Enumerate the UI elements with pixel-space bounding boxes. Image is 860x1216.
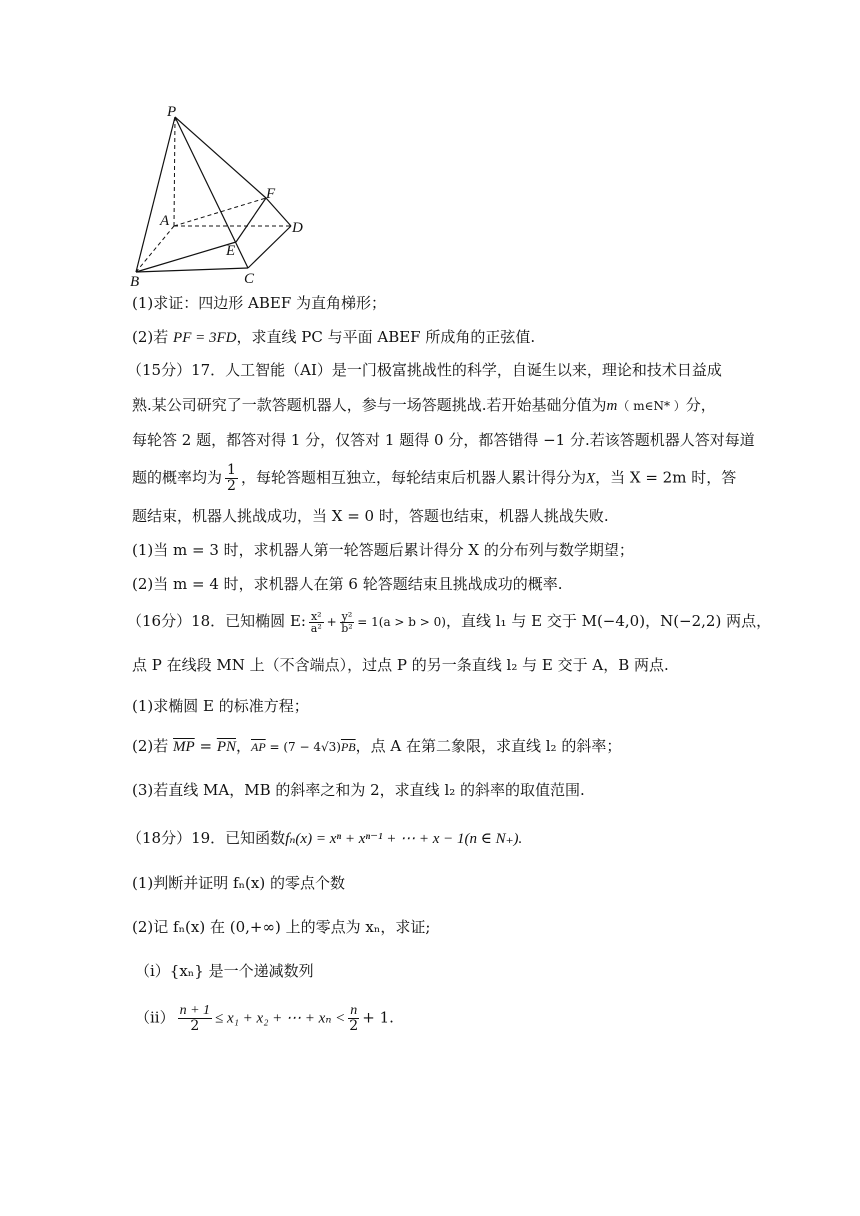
q19-frac-left-num: n + 1 [179,1003,211,1018]
q18-part2-mid: ， [235,737,251,755]
edge-EF [236,198,266,242]
q19-frac-right [348,1003,359,1034]
q18-part3: (3)若直线 MA，MB 的斜率之和为 2，求直线 l₂ 的斜率的取值范围. [132,781,585,799]
label-C: C [244,271,255,287]
q18-part2-eq: = [194,737,217,755]
q18-vec-MP: $\overline{MP}$ [173,739,195,755]
q17-fraction-half [225,463,238,494]
q19-part2: (2)记 fₙ(x) 在 (0,+∞) 上的零点为 xₙ，求证; [132,918,431,936]
edge-PA [174,117,175,226]
q18-vec-AP: $\overline{AP}$ [251,740,266,754]
q18-part1: (1)求椭圆 E 的标准方程； [132,697,309,715]
edge-BE [136,242,236,272]
edge-PF [175,117,266,198]
label-E: E [226,243,236,259]
q17-part1: (1)当 m = 3 时，求机器人第一轮答题后累计得分 X 的分布列与数学期望； [132,541,634,559]
q17-line2-post: 分， [685,396,716,414]
q19-sub1: （i）{xₙ} 是一个递减数列 [135,962,314,980]
q18-b2: b² [341,621,353,635]
q16-part2-post: ，求直线 PC 与平面 ABEF 所成角的正弦值. [236,328,536,346]
q17-line4-pre: 题的概率均为 [132,468,223,487]
q18-a2: a² [310,621,322,635]
q18-vec-PN: $\overline{PN}$ [216,739,236,755]
q18-part2-coef: = (7 − 4√3) [265,740,341,754]
q18-line1-post: ，直线 l₁ 与 E 交于 M(−4,0)，N(−2,2) 两点， [445,612,772,630]
q16-part2 [132,326,535,349]
q17-part2: (2)当 m = 4 时，求机器人在第 6 轮答题结束且挑战成功的概率. [132,575,563,593]
edge-CD [248,226,291,268]
q19-frac-left-den: 2 [190,1018,200,1034]
edge-PC [175,117,248,268]
label-F: F [266,186,276,202]
q19-frac-right-num: n [350,1003,358,1018]
edge-BC [136,268,248,272]
q19-sub2-post: + 1. [362,1008,394,1027]
edge-AF [174,198,266,226]
q17-var-m: m [606,398,618,414]
q19-line1 [127,827,522,850]
q17-line4 [132,463,736,494]
q18-x2: x² [310,609,322,623]
q17-line2-paren: （ m∈N* ） [617,399,686,413]
q19-function: fₙ(x) = xⁿ + xⁿ⁻¹ + ⋯ + x − 1(n ∈ N₊). [285,831,523,847]
q17-frac-num: 1 [227,462,236,478]
q17-line2 [132,394,716,417]
q17-line5: 题结束，机器人挑战成功，当 X = 0 时，答题也结束，机器人挑战失败. [132,507,609,525]
q18-part2 [132,735,621,758]
q19-sub2-pre: （ii） [135,1008,175,1027]
q17-frac-den: 2 [227,478,236,494]
q18-vec-PB: $\overline{PB}$ [340,740,356,754]
q19-part1: (1)判断并证明 fₙ(x) 的零点个数 [132,874,345,892]
q17-var-X: X [585,470,596,487]
q17-line4-cond: ，当 X = 2m 时，答 [595,468,737,487]
label-B: B [130,274,140,290]
q19-sub2 [135,1003,394,1034]
q17-line4-mid: ，每轮答题相互独立，每轮结束后机器人累计得分为 [240,468,586,487]
q17-line2-pre: 熟.某公司研究了一款答题机器人，参与一场答题挑战.若开始基础分值为 [132,396,607,414]
label-A: A [160,213,170,229]
edge-FD [266,198,291,226]
label-D: D [292,220,303,236]
q18-line2: 点 P 在线段 MN 上（不含端点），过点 P 的另一条直线 l₂ 与 E 交于 A，B 两点. [132,656,669,674]
q16-part2-math: PF = 3FD [173,330,237,346]
q17-line1: （15分）17．人工智能（AI）是一门极富挑战性的科学，自诞生以来，理论和技术日益成 [127,361,722,379]
q18-y2: y² [341,609,353,623]
q16-part1: (1)求证：四边形 ABEF 为直角梯形； [132,294,386,312]
q19-sub2-mid: ≤ x₁ + x₂ + ⋯ + xₙ < [215,1010,346,1027]
q18-frac-y2b2 [340,611,355,634]
pyramid-figure [120,100,320,290]
q18-part2-post: ，点 A 在第二象限，求直线 l₂ 的斜率； [355,737,622,755]
q18-part2-pre: (2)若 [132,737,174,755]
q17-line3: 每轮答 2 题，都答对得 1 分，仅答对 1 题得 0 分，都答错得 −1 分.若该答题机器人答对每道 [132,431,755,449]
q16-part2-pre: (2)若 [132,328,174,346]
label-P: P [167,104,177,120]
q18-line1: （16分）18．已知椭圆 E: $\frac{\text{x²}}{\text{a²}}$ + $\frac{\text{y²}}{\text{b²}}$ = 1(a > b > 0)，直线 l₁ 与 E 交于 M(−4,0)，N(−2,2) 两点， [127,609,772,635]
q19-frac-left [178,1003,212,1034]
q19-line1-pre: （18分）19．已知函数 [127,829,286,847]
q19-frac-right-den: 2 [349,1018,359,1034]
q18-line1-pre: （16分）18．已知椭圆 E: [127,612,306,630]
q18-line1-cond: = 1(a > b > 0) [357,615,446,629]
q18-frac-x2a2 [309,611,324,634]
